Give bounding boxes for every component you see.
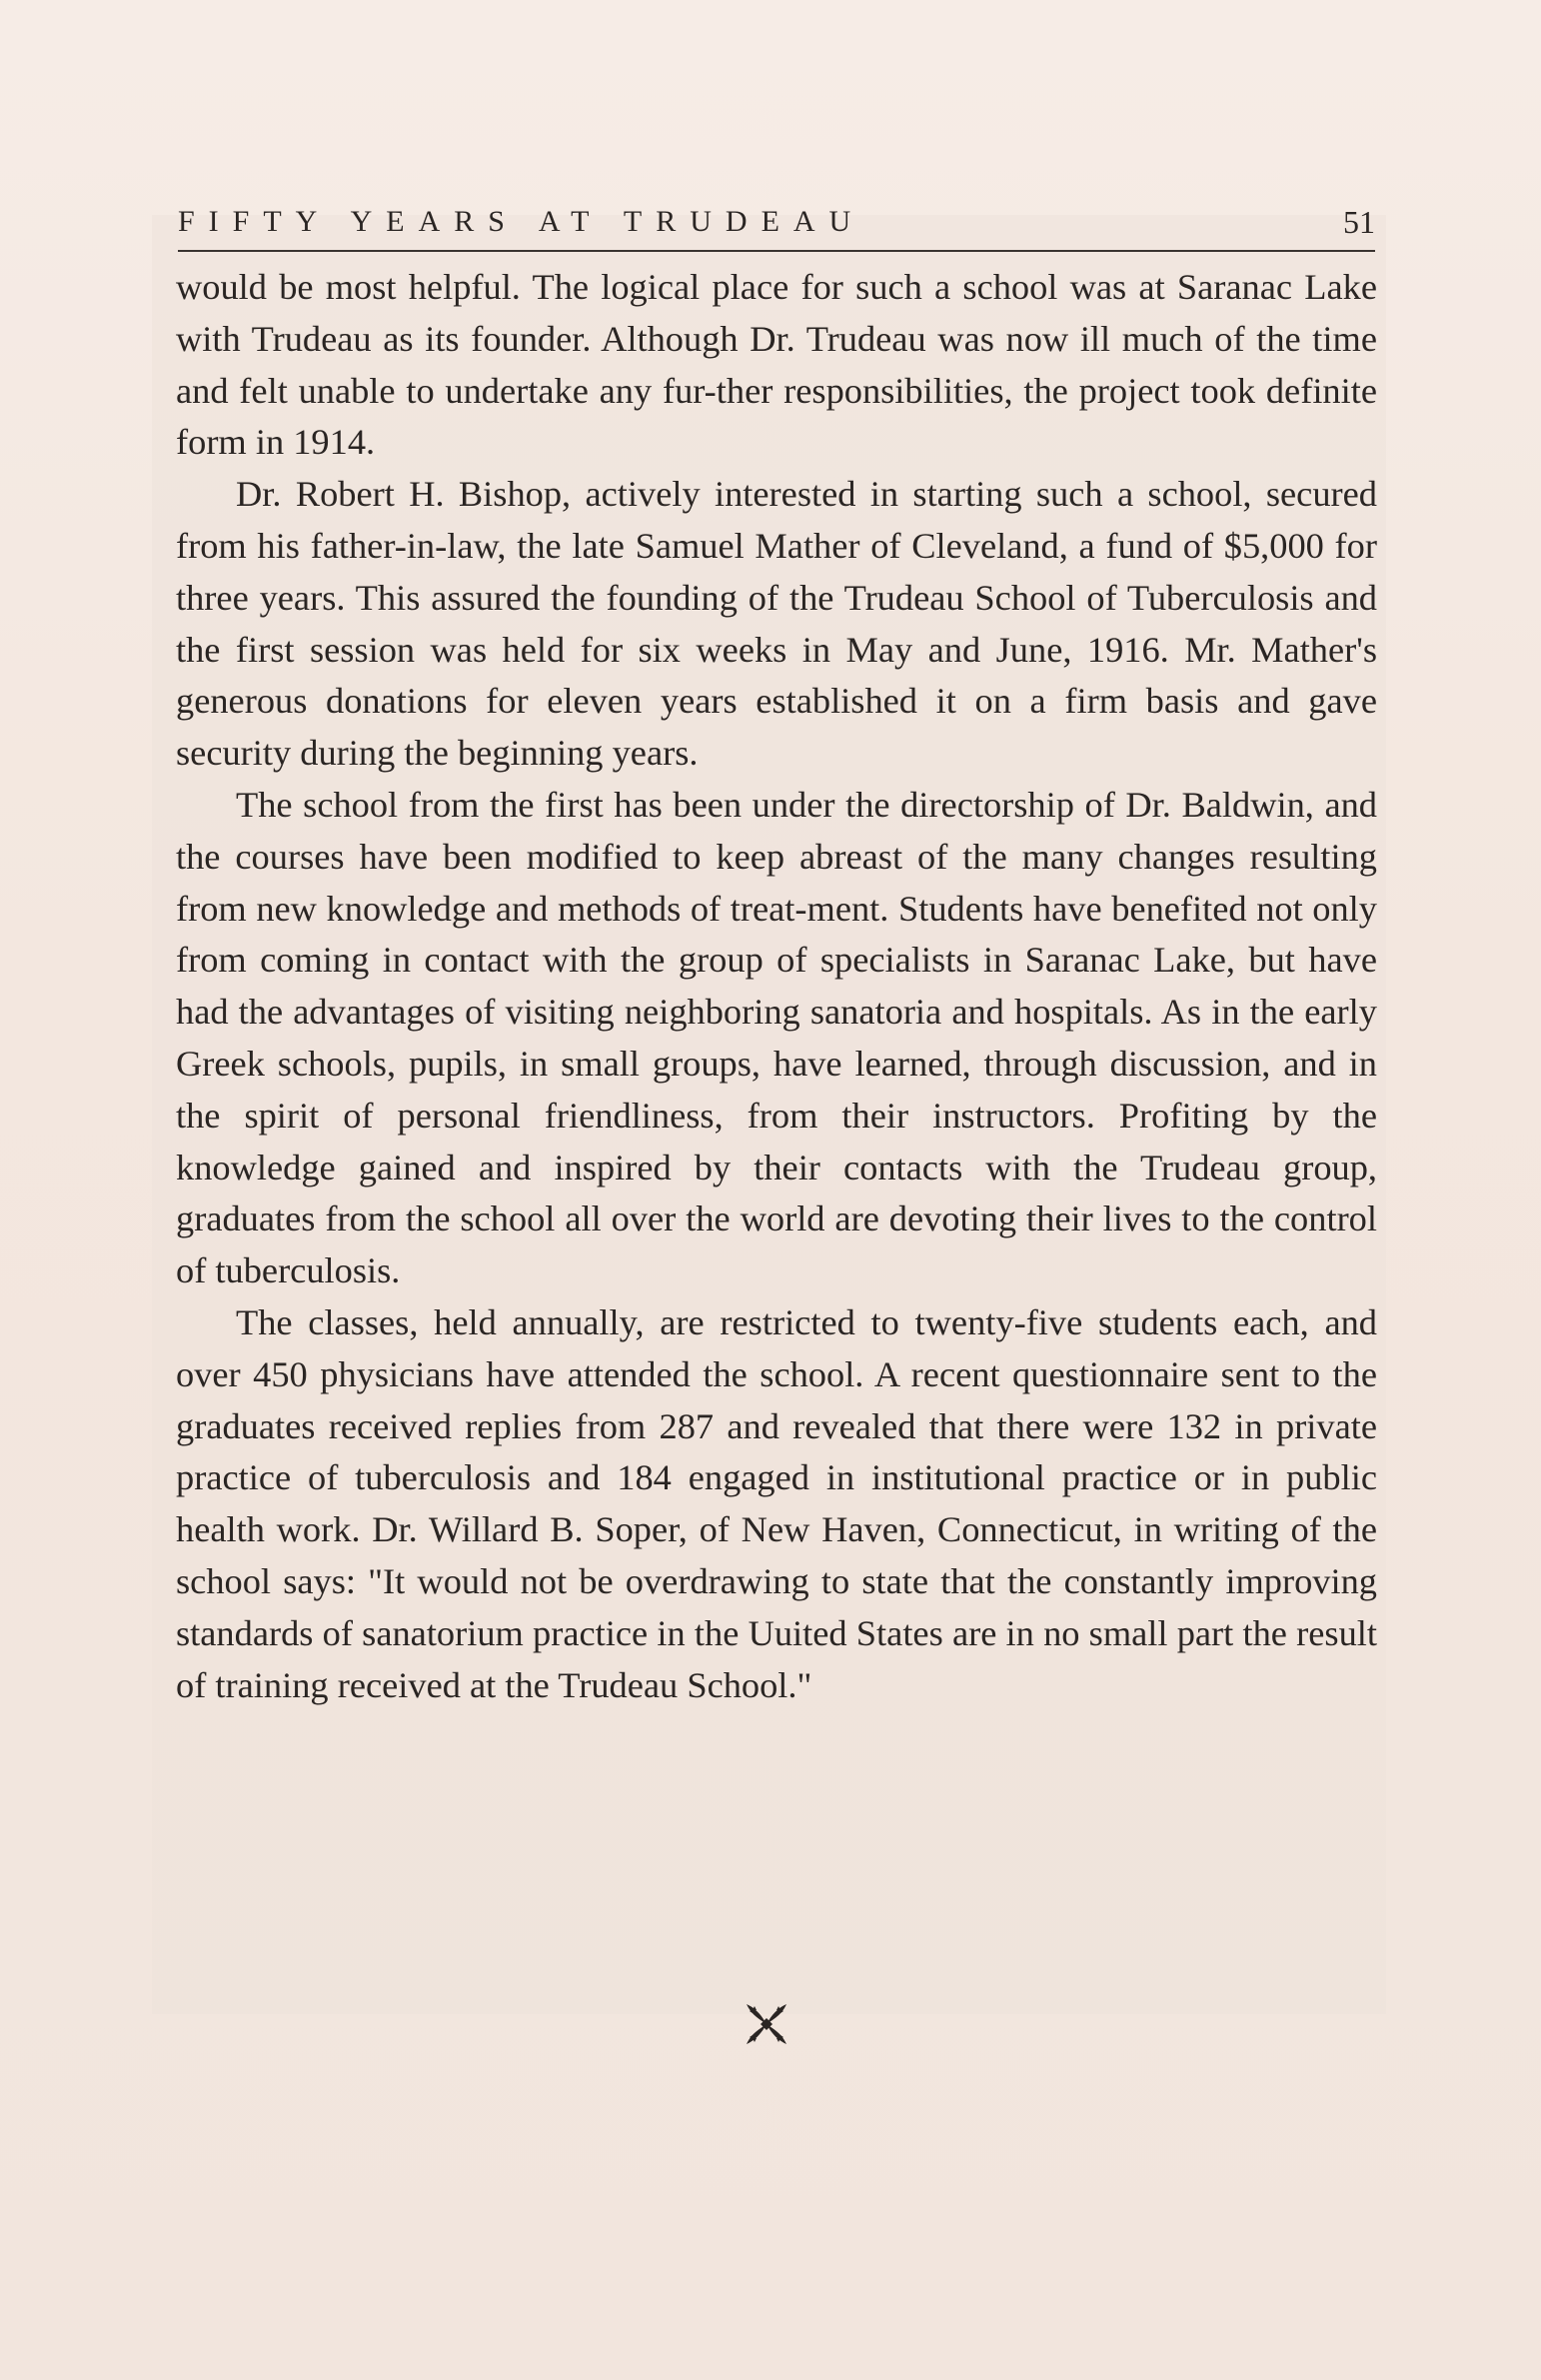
paragraph-2: Dr. Robert H. Bishop, actively interested in starting such a school, secured from his father-in-law, the late Samuel Mather of Cleveland, a fund of $5,000 for three years. This assured the founding of the Trudeau School of Tuberculosis and the first session was held for six weeks in May and June, 1916. Mr. Mather's generous donations for eleven years established it on a firm basis and gave security during the beginning years.: [176, 474, 1377, 774]
paragraph-4: The classes, held annually, are restricted to twenty-five students each, and over 450 physicians have attended the school. A recent questionnaire sent to the graduates received replies from 287 and revealed that there were 132 in private practice of tuberculosis and 184 engaged in institutional practice or in public health work. Dr. Willard B. Soper, of New Haven, Connecticut, in writing of the school says: "It would not be overdrawing to state that the constantly improving standards of sanatorium practice in the Uuited States are in no small part the result of training received at the Trudeau School.": [176, 1301, 1377, 1705]
page-number: 51: [1343, 204, 1375, 240]
paragraph-3: The school from the first has been under the directorship of Dr. Baldwin, and the courses have been modified to keep abreast of the many changes resulting from new knowledge and methods of treat-ment. Students have benefited not only from coming in contact with the group of specialists in Saranac Lake, but have had the advantages of visiting neighboring sanatoria and hospitals. As in the early Greek schools, pupils, in small groups, have learned, through discussion, and in the spirit of personal friendliness, from their instructors. Profiting by the knowledge gained and inspired by their contacts with the Trudeau group, graduates from the school all over the world are devoting their lives to the control of tuberculosis.: [176, 784, 1377, 1291]
running-head: [178, 204, 1375, 252]
fleuron-icon: [742, 1999, 791, 2049]
body-text: [176, 262, 1377, 1711]
running-title: FIFTY YEARS AT TRUDEAU: [178, 205, 865, 238]
paragraph-1: would be most helpful. The logical place for such a school was at Saranac Lake with Trudeau as its founder. Although Dr. Trudeau was now ill much of the time and felt unable to undertake any fur-ther responsibilities, the project took definite form in 1914.: [176, 267, 1377, 463]
